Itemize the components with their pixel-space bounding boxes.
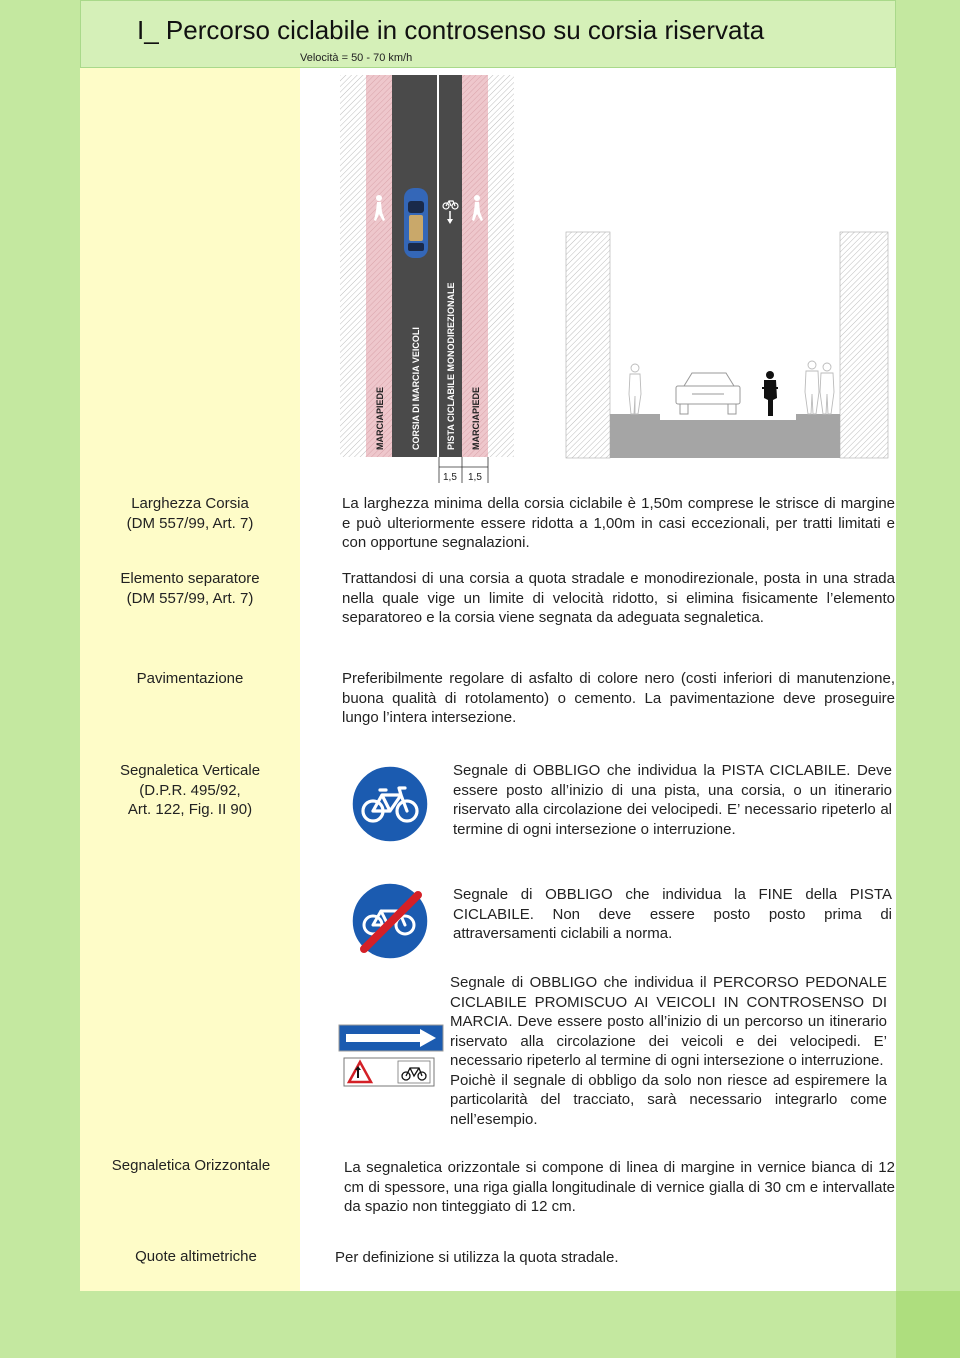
lane-label-sidewalk-left: MARCIAPIEDE: [375, 386, 385, 450]
label-segnaletica-verticale: Segnaletica Verticale (D.P.R. 495/92, Art. 122, Fig. II 90): [119, 762, 261, 818]
footer-band: [0, 1291, 960, 1358]
building-left: [566, 232, 610, 458]
text-pavimentazione: Preferibilmente regolare di asfalto di colore nero (costi inferiori di manutenzione, buona qualità di rotolamento) o cemento. La pavimentazione deve proseguire lungo l’intera intersezione.: [342, 670, 895, 726]
lane-label-bicycle: PISTA CICLABILE MONODIREZIONALE: [446, 282, 456, 450]
label-elemento-separatore: Elemento separatore (DM 557/99, Art. 7): [120, 570, 260, 607]
speed-subtitle: Velocità = 50 - 70 km/h: [300, 52, 413, 64]
text-quote-altimetriche: Per definizione si utilizza la quota stradale.: [335, 1249, 619, 1266]
text-larghezza-corsia: La larghezza minima della corsia ciclabile è 1,50m comprese le strisce di margine e può ulteriormente essere ridotta a 1,00m in casi eccezionali, per tratti limitati e con opportune segnalazioni.: [342, 495, 895, 551]
footer-corner: [896, 1291, 960, 1358]
lane-label-sidewalk-right: MARCIAPIEDE: [471, 386, 481, 450]
planting-strip-right: [488, 75, 514, 457]
page-header: [80, 0, 896, 68]
pedestrian-silhouette: [629, 364, 641, 414]
label-quote-altimetriche: Quote altimetriche: [135, 1248, 257, 1265]
dimension-label-sidewalk: 1,5: [468, 472, 482, 483]
building-right: [840, 232, 888, 458]
pedestrians-silhouette: [805, 361, 834, 414]
lane-label-vehicle: CORSIA DI MARCIA VEICOLI: [411, 327, 421, 450]
text-segnaletica-orizzontale: La segnaletica orizzontale si compone di linea di margine in vernice bianca di 12 cm di spessore, una riga gialla longitudinale di vernice gialla di 30 cm e intervallate da spazio non tinteggiato di 12 cm.: [344, 1159, 895, 1215]
bicycle-lane-sign-icon: [350, 764, 430, 844]
one-way-with-contraflow-bicycle-sign-icon: [338, 1024, 446, 1088]
text-sign-controsenso: Segnale di OBBLIGO che individua il PERCORSO PEDONALE CICLABILE PROMISCUO AI VEICOLI IN CONTROSENSO DI MARCIA. Deve essere posto all’inizio di un percorso un itinerario riservato alla circolazione dei veicoli e dei velocipedi. E’ necessario ripeterlo al termine di ogni intersezione o interruzione. Poichè il segnale di obbligo da solo non riesce ad espiremere la particolarità del tracciato, sarà necessario integrarlo come nell’esempio.: [450, 974, 887, 1128]
cyclist-icon: [762, 371, 778, 416]
text-sign-pista-ciclabile: Segnale di OBBLIGO che individua la PISTA CICLABILE. Deve essere posto all’inizio di una pista, una corsia, o un itinerario riservato alla circolazione dei velocipedi. E’ necessario ripeterlo al termine di ogni intersezione o interruzione.: [453, 762, 892, 838]
end-bicycle-lane-sign-icon: [350, 881, 430, 961]
label-pavimentazione: Pavimentazione: [136, 670, 244, 687]
street-section: [610, 414, 840, 458]
text-elemento-separatore: Trattandosi di una corsia a quota stradale e monodirezionale, posta in una strada nella quale vige un limite di velocità ridotto, si elimina fisicamente l’elemento separatoreo e la corsia viene segnata da adeguata segnaletica.: [342, 570, 895, 626]
page-title: I_ Percorso ciclabile in controsenso su corsia riservata: [137, 15, 765, 45]
label-segnaletica-orizzontale: Segnaletica Orizzontale: [111, 1157, 271, 1174]
car-silhouette: [676, 373, 740, 414]
label-larghezza-corsia: Larghezza Corsia (DM 557/99, Art. 7): [126, 495, 254, 532]
road-cross-section: [564, 228, 894, 460]
dimension-label-bike-lane: 1,5: [443, 472, 457, 483]
text-sign-fine-pista: Segnale di OBBLIGO che individua la FINE della PISTA CICLABILE. Non deve essere posto posto prima di attraversamenti ciclabili a norma.: [453, 886, 892, 942]
road-plan-diagram: [340, 75, 520, 485]
planting-strip-left: [340, 75, 366, 457]
car-icon: [404, 188, 428, 258]
